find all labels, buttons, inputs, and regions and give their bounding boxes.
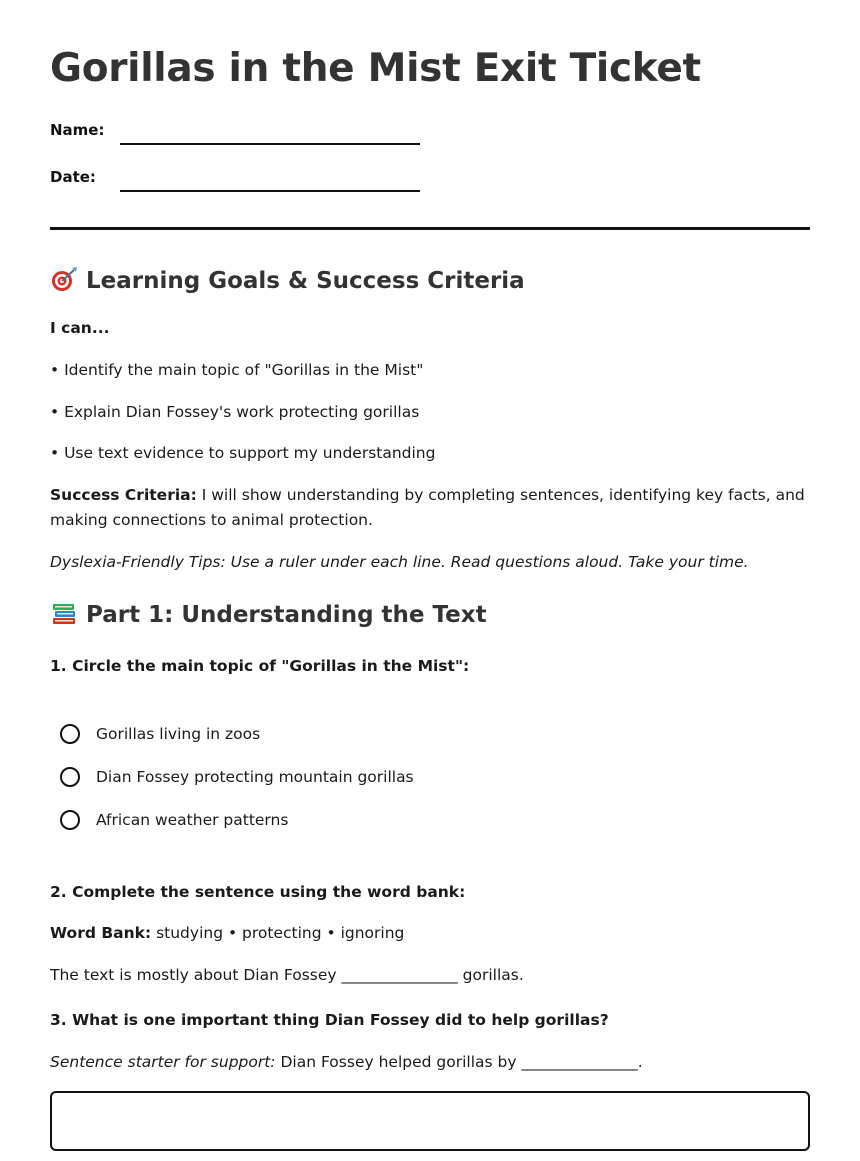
sentence-starter-label: Sentence starter for support: [50, 1053, 276, 1071]
question-3-prompt: 3. What is one important thing Dian Fossey did to help gorillas? [50, 1011, 609, 1029]
part1-heading-text: Part 1: Understanding the Text [86, 602, 487, 628]
word-bank-words: studying • protecting • ignoring [151, 924, 405, 942]
q1-option-label: Dian Fossey protecting mountain gorillas [96, 768, 414, 786]
success-criteria-label: Success Criteria: [50, 486, 197, 504]
learning-goals-heading [50, 266, 525, 294]
header-divider [50, 227, 810, 230]
name-line[interactable] [120, 143, 420, 145]
radio-circle[interactable] [60, 810, 80, 830]
target-icon [50, 266, 78, 292]
page-title: Gorillas in the Mist Exit Ticket [50, 46, 701, 91]
word-bank-label: Word Bank: [50, 924, 152, 942]
name-field[interactable] [50, 121, 450, 151]
sentence-starter-text: Dian Fossey helped gorillas by _______________. [275, 1053, 643, 1071]
success-criteria-text: I will show understanding by completing sentences, identifying key facts, and making connections to animal protection. [50, 486, 805, 529]
goal-item: • Identify the main topic of "Gorillas in the Mist" [50, 361, 424, 379]
goal-item: • Explain Dian Fossey's work protecting gorillas [50, 403, 420, 421]
date-line[interactable] [120, 190, 420, 192]
dyslexia-tips: Dyslexia-Friendly Tips: Use a ruler under each line. Read questions aloud. Take your time. [50, 553, 749, 571]
q1-option[interactable] [60, 807, 288, 833]
q1-option-label: Gorillas living in zoos [96, 725, 261, 743]
q1-option[interactable] [60, 764, 414, 790]
i-can-label: I can... [50, 319, 110, 337]
radio-circle[interactable] [60, 767, 80, 787]
learning-goals-heading-text: Learning Goals & Success Criteria [86, 268, 525, 294]
date-label: Date: [50, 168, 96, 186]
question-3-answer-box[interactable] [50, 1091, 810, 1151]
q1-option-label: African weather patterns [96, 811, 289, 829]
sentence-starter [50, 1050, 643, 1075]
goal-item: • Use text evidence to support my understanding [50, 444, 436, 462]
date-field[interactable] [50, 168, 450, 198]
fill-in-sentence: The text is mostly about Dian Fossey _______________ gorillas. [50, 966, 524, 984]
books-icon [50, 600, 78, 626]
question-2-prompt: 2. Complete the sentence using the word bank: [50, 883, 466, 901]
q1-option[interactable] [60, 721, 260, 747]
word-bank [50, 921, 404, 946]
radio-circle[interactable] [60, 724, 80, 744]
success-criteria [50, 483, 810, 533]
part1-heading [50, 600, 487, 628]
question-1-prompt: 1. Circle the main topic of "Gorillas in the Mist": [50, 657, 470, 675]
name-label: Name: [50, 121, 105, 139]
